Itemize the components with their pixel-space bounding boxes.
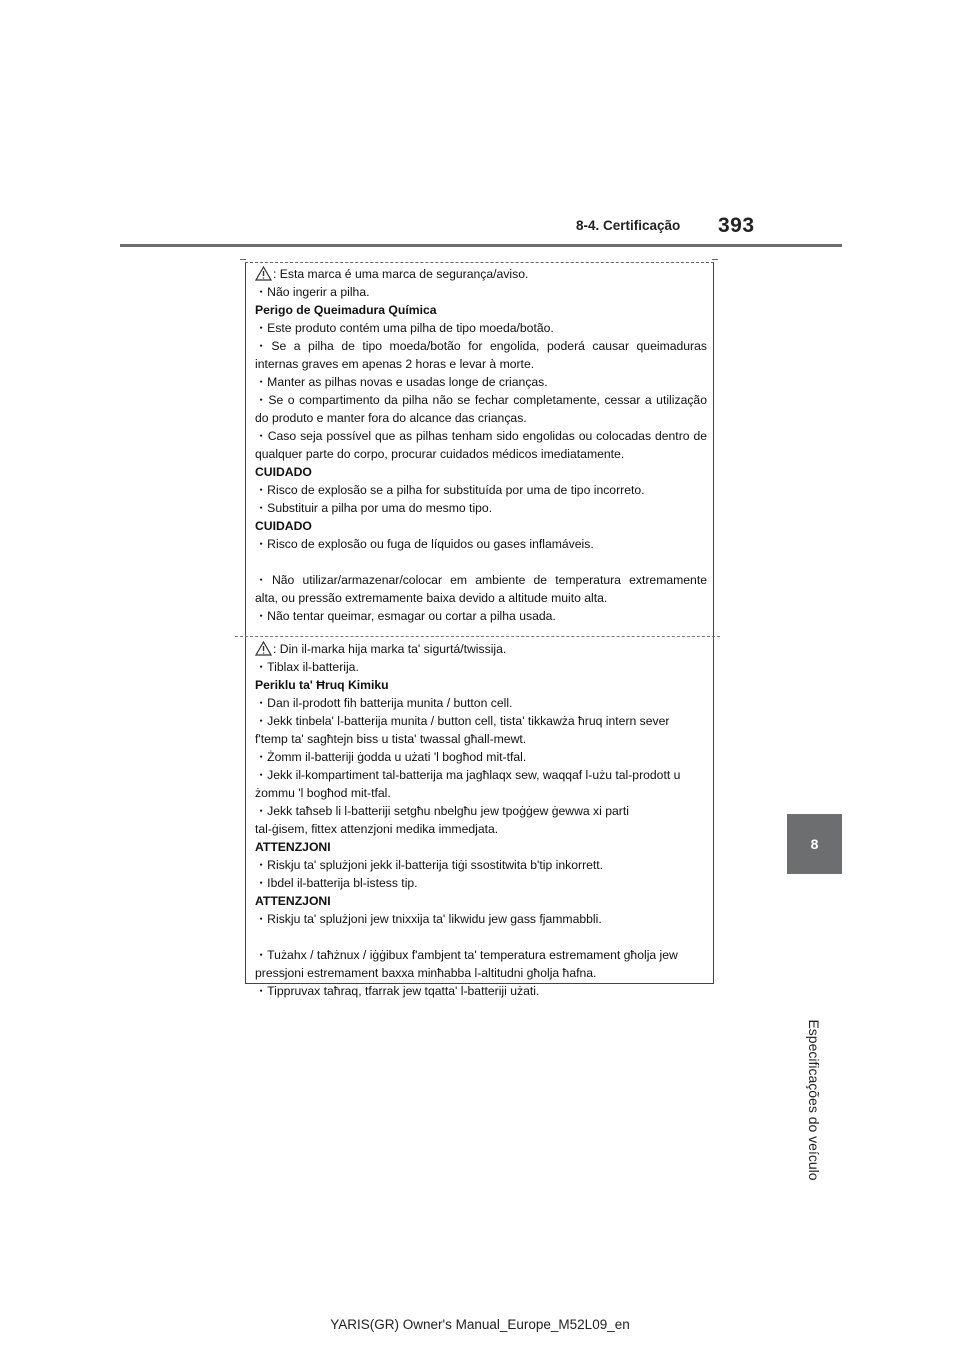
warning-line [255, 427, 707, 445]
warning-line [255, 946, 707, 964]
warning-line-text: ・Jekk tinbela' l-batterija munita / button cell, tista' tikkawża ħruq intern sever [255, 714, 670, 728]
warning-line [255, 820, 707, 838]
warning-line [255, 445, 707, 463]
warning-line [255, 874, 707, 892]
warning-line-text: ・Não utilizar/armazenar/colocar em ambiente de temperatura extremamente [255, 573, 707, 587]
warning-line-text: ・Caso seja possível que as pilhas tenham sido engolidas ou colocadas dentro de [255, 429, 707, 443]
warning-line [255, 607, 707, 625]
warning-line-text: Periklu ta' Ħruq Kimiku [255, 678, 389, 692]
warning-line [255, 373, 707, 391]
warning-line [255, 766, 707, 784]
warning-line [255, 658, 707, 676]
chapter-tab [787, 814, 842, 874]
warning-line-text: ・Manter as pilhas novas e usadas longe de crianças. [255, 375, 548, 389]
warning-line [255, 571, 707, 589]
warning-line-text: tal-ġisem, fittex attenzjoni medika immedjata. [255, 822, 499, 836]
warning-line-text: ・Riskju ta' splużjoni jew tnixxija ta' likwidu jew gass fjammabbli. [255, 912, 602, 926]
warning-line-text: ・Risco de explosão se a pilha for substituída por uma de tipo incorreto. [255, 483, 645, 497]
warning-line-text: ・Tippruvax taħraq, tfarrak jew tqatta' l-batteriji użati. [255, 984, 540, 998]
warning-line-text: ・Não tentar queimar, esmagar ou cortar a pilha usada. [255, 609, 556, 623]
maltese-warning-block [255, 640, 707, 1000]
warning-line-text: pressjoni estremament baxxa minħabba l-altitudni għolja ħafna. [255, 966, 597, 980]
warning-line-text: internas graves em apenas 2 horas e levar à morte. [255, 357, 535, 371]
warning-line [255, 712, 707, 730]
portuguese-warning-block [255, 265, 707, 625]
warning-line-text: ・Não ingerir a pilha. [255, 285, 370, 299]
warning-line [255, 676, 707, 694]
warning-line [255, 640, 707, 658]
warning-line-text: ・Se a pilha de tipo moeda/botão for engolida, poderá causar queimaduras [255, 339, 707, 353]
warning-line [255, 730, 707, 748]
warning-line-text: ATTENZJONI [255, 894, 331, 908]
warning-line-text: ・Ibdel il-batterija bl-istess tip. [255, 876, 418, 890]
warning-line-text: qualquer parte do corpo, procurar cuidados médicos imediatamente. [255, 447, 625, 461]
warning-line-text: Perigo de Queimadura Química [255, 303, 437, 317]
warning-line [255, 802, 707, 820]
warning-line [255, 964, 707, 982]
warning-line-text: alta, ou pressão extremamente baixa devido a altitude muito alta. [255, 591, 608, 605]
warning-line-text: f'temp ta' sagħtejn biss u tista' twassal għall-mewt. [255, 732, 527, 746]
tick-left [240, 259, 246, 260]
tick-right [712, 259, 718, 260]
warning-line-text: ・Se o compartimento da pilha não se fechar completamente, cessar a utilização [255, 393, 707, 407]
warning-line [255, 892, 707, 910]
warning-line-text: : Din il-marka hija marka ta' sigurtá/twissija. [273, 642, 507, 656]
header-rule [120, 244, 842, 247]
warning-line [255, 337, 707, 355]
warning-line-text: ・Substituir a pilha por uma do mesmo tipo. [255, 501, 493, 515]
warning-line-text: ・Jekk taħseb li l-batteriji setgħu nbelgħu jew tpoġġew ġewwa xi parti [255, 804, 629, 818]
warning-line [255, 838, 707, 856]
warning-line-text: ・Este produto contém uma pilha de tipo moeda/botão. [255, 321, 554, 335]
warning-line [255, 283, 707, 301]
warning-line [255, 910, 707, 928]
warning-line [255, 355, 707, 373]
warning-line-text: CUIDADO [255, 519, 312, 533]
language-divider [235, 636, 720, 637]
warning-line [255, 784, 707, 802]
chapter-tab-number: 8 [810, 836, 819, 852]
warning-line [255, 265, 707, 283]
warning-line-text: ・Żomm il-batteriji ġodda u użati 'l bogħod mit-tfal. [255, 750, 527, 764]
warning-line [255, 589, 707, 607]
warning-line [255, 856, 707, 874]
warning-line [255, 982, 707, 1000]
warning-line [255, 481, 707, 499]
warning-line-text: żommu 'l bogħod mit-tfal. [255, 786, 391, 800]
warning-line [255, 748, 707, 766]
warning-line [255, 535, 707, 553]
warning-line-text: ATTENZJONI [255, 840, 331, 854]
warning-line [255, 463, 707, 481]
warning-line-text: ・Dan il-prodott fih batterija munita / button cell. [255, 696, 513, 710]
chapter-side-label-text: Especificações do veículo [806, 1019, 822, 1181]
warning-line-text: ・Riskju ta' splużjoni jekk il-batterija tiġi ssostitwita b'tip inkorrett. [255, 858, 604, 872]
warning-line [255, 319, 707, 337]
warning-line-text: ・Tużahx / taħżnux / iġġibux f'ambjent ta' temperatura estremament għolja jew [255, 948, 678, 962]
footer-manual-id: YARIS(GR) Owner's Manual_Europe_M52L09_en [330, 1317, 630, 1332]
warning-line-text: ・Jekk il-kompartiment tal-batterija ma jagħlaqx sew, waqqaf l-użu tal-prodott u [255, 768, 681, 782]
warning-triangle-icon [255, 266, 272, 281]
warning-line [255, 553, 707, 571]
warning-line-text: ・Risco de explosão ou fuga de líquidos ou gases inflamáveis. [255, 537, 594, 551]
warning-line [255, 409, 707, 427]
warning-triangle-icon [255, 641, 272, 656]
warning-line-text: CUIDADO [255, 465, 312, 479]
header-section-title: 8-4. Certificação [576, 218, 681, 233]
warning-line [255, 499, 707, 517]
warning-line [255, 694, 707, 712]
warning-line [255, 928, 707, 946]
warning-line [255, 391, 707, 409]
warning-line-text: do produto e manter fora do alcance das crianças. [255, 411, 527, 425]
warning-line [255, 517, 707, 535]
warning-line [255, 301, 707, 319]
warning-line-text: ・Tiblax il-batterija. [255, 660, 359, 674]
warning-line-text: : Esta marca é uma marca de segurança/aviso. [273, 267, 529, 281]
page-number: 393 [718, 214, 755, 237]
